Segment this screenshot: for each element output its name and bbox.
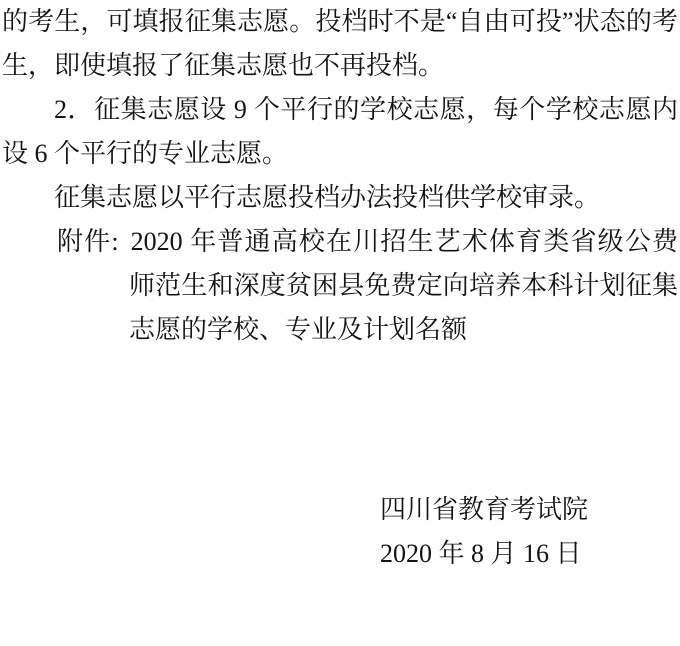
signature-date: 2020 年 8 月 16 日 <box>380 539 582 568</box>
signature-organization: 四川省教育考试院 <box>380 495 589 524</box>
attachment-paragraph <box>2 220 678 352</box>
signature-block <box>2 488 678 576</box>
paragraph-dispatch-method: 征集志愿以平行志愿投档办法投档供学校审录。 <box>54 183 601 212</box>
attachment-label: 附件: <box>57 227 119 256</box>
paragraph-eligibility: 的考生，可填报征集志愿。投档时不是“自由可投”状态的考生，即使填报了征集志愿也不再投档。 <box>2 7 678 80</box>
attachment-title: 2020 年普通高校在川招生艺术体育类省级公费师范生和深度贫困县免费定向培养本科计划征集志愿的学校、专业及计划名额 <box>129 227 678 344</box>
paragraph-item-2-volunteer-structure: 2．征集志愿设 9 个平行的学校志愿，每个学校志愿内设 6 个平行的专业志愿。 <box>2 95 678 168</box>
